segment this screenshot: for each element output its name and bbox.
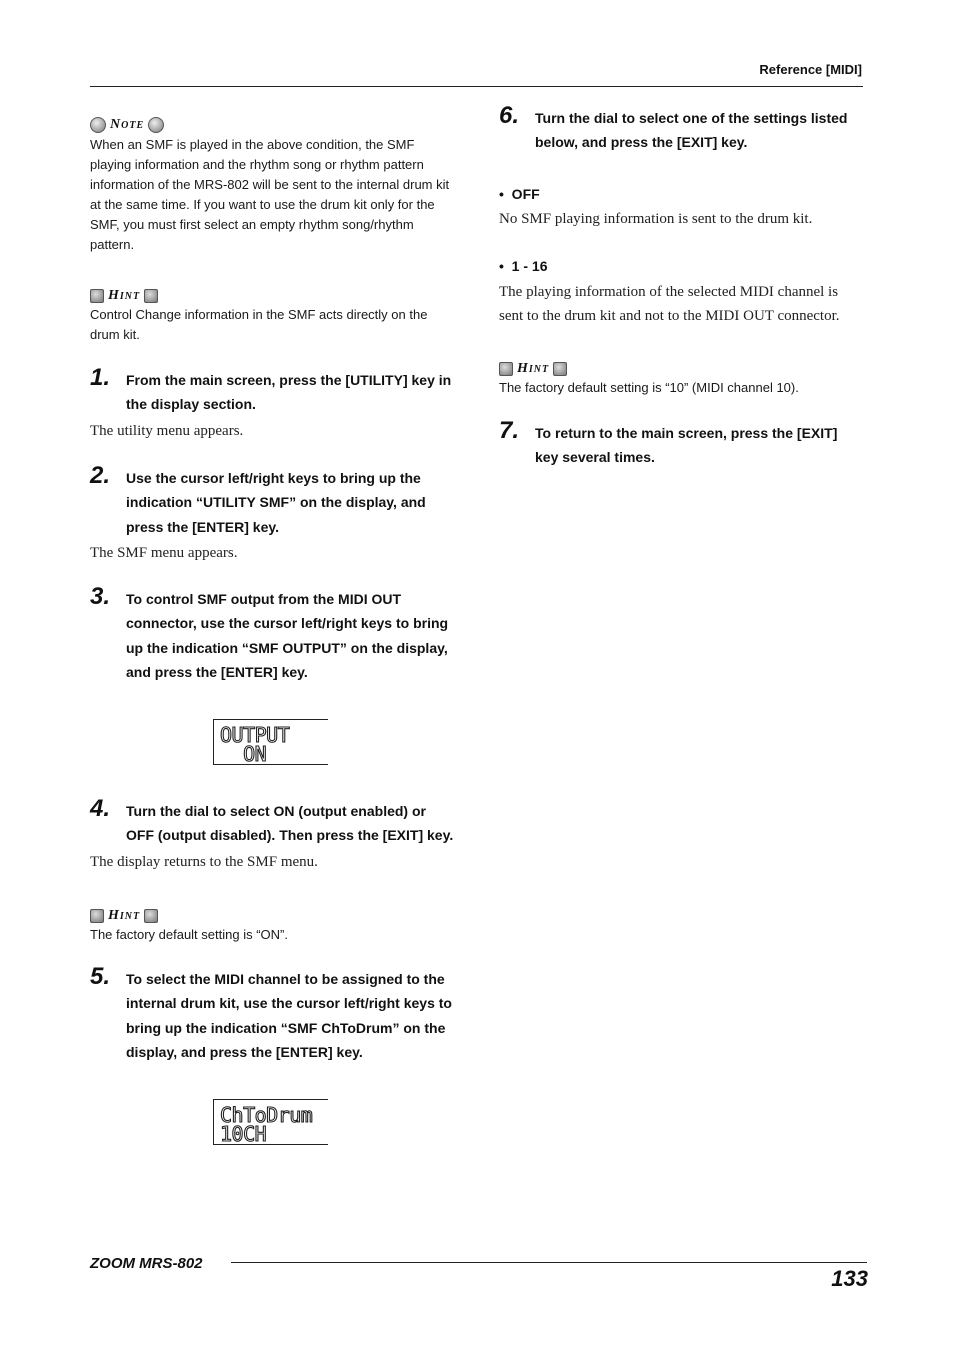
lcd-display-chtodrum xyxy=(213,1099,328,1145)
step-instruction: To return to the main screen, press the [EXIT] key several times. xyxy=(535,425,838,466)
hint-marker xyxy=(90,287,158,305)
step-result: The display returns to the SMF menu. xyxy=(90,854,318,870)
hint-bullet-icon xyxy=(144,289,158,303)
lcd-line: OUTPUT xyxy=(220,723,290,747)
step-number: 3. xyxy=(90,583,111,610)
step-instruction: Turn the dial to select ON (output enabled) or OFF (output disabled). Then press the [EXIT] key. xyxy=(126,803,454,844)
option-description: No SMF playing information is sent to the drum kit. xyxy=(499,211,813,227)
step-instruction: Turn the dial to select one of the settings listed below, and press the [EXIT] key. xyxy=(535,110,848,151)
lcd-line: ChToDrum xyxy=(220,1103,313,1127)
step-number: 5. xyxy=(90,963,111,990)
option-description: The playing information of the selected MIDI channel is sent to the drum kit and not to the MIDI OUT connector. xyxy=(499,284,840,324)
header-rule xyxy=(90,86,863,87)
option-heading: • 1 - 16 xyxy=(499,258,548,274)
header-section-label: Reference [MIDI] xyxy=(759,62,862,77)
hint-bullet-icon xyxy=(144,909,158,923)
footer-rule xyxy=(231,1262,867,1263)
lcd-line: 10CH xyxy=(220,1122,267,1146)
footer-model-name: ZOOM MRS-802 xyxy=(90,1255,203,1272)
hint-text: The factory default setting is “10” (MIDI channel 10). xyxy=(499,380,799,395)
step-number: 1. xyxy=(90,364,111,391)
step-result: The utility menu appears. xyxy=(90,423,244,439)
lcd-line: ON xyxy=(220,742,267,766)
hint-label: Hint xyxy=(517,361,550,376)
hint-text: The factory default setting is “ON”. xyxy=(90,927,288,942)
note-bullet-icon xyxy=(90,117,106,133)
step-number: 7. xyxy=(499,417,520,444)
hint-label: Hint xyxy=(108,908,141,923)
page-number: 133 xyxy=(831,1266,868,1291)
note-label: Note xyxy=(110,117,145,132)
step-instruction: To select the MIDI channel to be assigned to the internal drum kit, use the cursor left/right keys to bring up the indication “SMF ChToDrum” on the display, and press the [ENTER] key. xyxy=(126,971,452,1060)
hint-bullet-icon xyxy=(90,909,104,923)
hint-bullet-icon xyxy=(90,289,104,303)
hint-label: Hint xyxy=(108,288,141,303)
step-result: The SMF menu appears. xyxy=(90,545,238,561)
note-bullet-icon xyxy=(148,117,164,133)
step-instruction: From the main screen, press the [UTILITY] key in the display section. xyxy=(126,372,452,413)
step-number: 2. xyxy=(90,462,111,489)
note-text: When an SMF is played in the above condition, the SMF playing information and the rhythm song or rhythm pattern information of the MRS-802 will be sent to the internal drum kit at the same time. If you want to use the drum kit only for the SMF, you must first select an empty rhythm song/rhythm pattern. xyxy=(90,137,450,252)
note-marker xyxy=(90,116,164,134)
hint-text: Control Change information in the SMF acts directly on the drum kit. xyxy=(90,307,428,342)
hint-bullet-icon xyxy=(553,362,567,376)
option-heading: • OFF xyxy=(499,186,540,202)
hint-bullet-icon xyxy=(499,362,513,376)
step-instruction: To control SMF output from the MIDI OUT connector, use the cursor left/right keys to bring up the indication “SMF OUTPUT” on the display, and press the [ENTER] key. xyxy=(126,591,449,680)
step-instruction: Use the cursor left/right keys to bring up the indication “UTILITY SMF” on the display, and press the [ENTER] key. xyxy=(126,470,426,535)
lcd-display-output xyxy=(213,719,328,765)
hint-marker xyxy=(499,360,567,378)
hint-marker xyxy=(90,907,158,925)
step-number: 6. xyxy=(499,102,520,129)
step-number: 4. xyxy=(90,795,111,822)
